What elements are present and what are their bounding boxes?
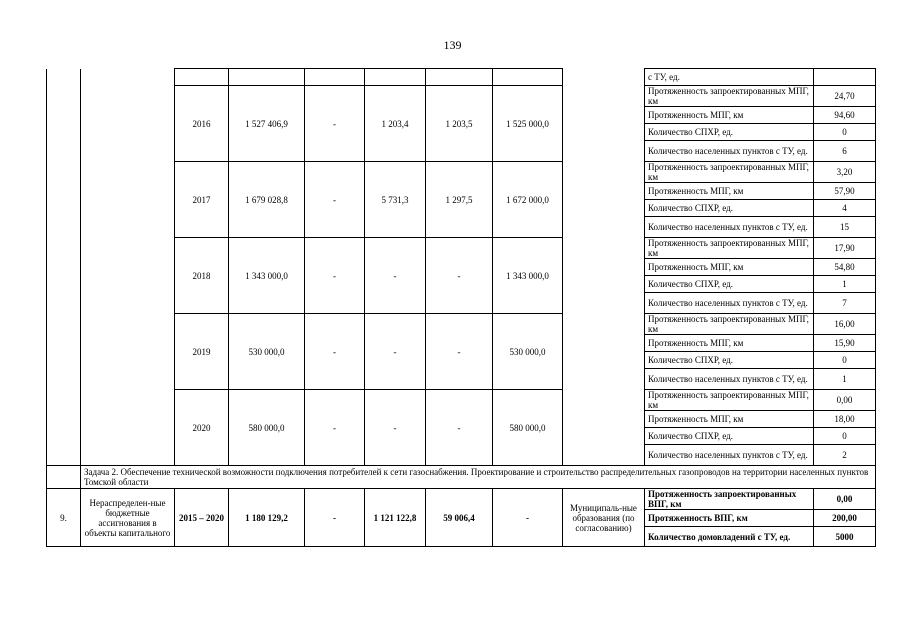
task-2-heading: Задача 2. Обеспечение технической возможности подключения потребителей к сети газоснабжения. Проектирование и строительство распределительных газопроводов на территории населенных пунктов Томской области [81,466,876,489]
indicator-name: Количество населенных пунктов с ТУ, ед. [645,369,814,390]
indicator-value: 16,00 [814,314,876,335]
indicator-value: 15 [814,217,876,238]
indicator-name: Количество СПХР, ед. [645,276,814,293]
indicator-value: 18,00 [814,411,876,428]
indicator-name: Протяженность ВПГ, км [645,510,814,527]
indicator-value: 1 [814,369,876,390]
indicator-name: Протяженность МПГ, км [645,259,814,276]
indicator-value: 54,80 [814,259,876,276]
indicator-value: 24,70 [814,86,876,107]
indicator-value: 0 [814,124,876,141]
indicator-value-empty [814,69,876,86]
local-cell: 1 203,5 [426,86,493,162]
indicator-name: Количество населенных пунктов с ТУ, ед. [645,141,814,162]
total-cell: 1 679 028,8 [229,162,305,238]
total-cell: 580 000,0 [229,390,305,466]
federal-cell: - [305,489,365,547]
local-cell: - [426,390,493,466]
regional-cell: 1 203,4 [365,86,426,162]
indicator-value: 3,20 [814,162,876,183]
local-cell: - [426,238,493,314]
total-cell: 530 000,0 [229,314,305,390]
indicator-name: Протяженность запроектированных МПГ, км [645,162,814,183]
indicator-value: 94,60 [814,107,876,124]
indicator-name: Количество СПХР, ед. [645,124,814,141]
year-cell: 2019 [175,314,229,390]
indicator-value: 0 [814,352,876,369]
year-cell: 2016 [175,86,229,162]
regional-cell: 1 121 122,8 [365,489,426,547]
row-number: 9. [47,489,81,547]
regional-cell: 5 731,3 [365,162,426,238]
measure-name: Нераспределен-ные бюджетные ассигнования в объекты капитального [81,489,175,547]
page-number: 139 [443,38,462,52]
cell-empty [229,69,305,86]
extrabudget-cell: 580 000,0 [493,390,563,466]
indicator-name: Протяженность запроектированных ВПГ, км [645,489,814,510]
indicator-value: 2 [814,445,876,466]
indicator-name: Протяженность МПГ, км [645,107,814,124]
federal-cell: - [305,86,365,162]
number-cell-empty [47,466,81,489]
indicator-value: 5000 [814,527,876,547]
indicator-name: Протяженность запроектированных МПГ, км [645,314,814,335]
cell-empty [305,69,365,86]
indicator-name: Количество СПХР, ед. [645,200,814,217]
indicator-value: 6 [814,141,876,162]
indicator-name: Протяженность запроектированных МПГ, км [645,238,814,259]
federal-cell: - [305,314,365,390]
total-cell: 1 180 129,2 [229,489,305,547]
extrabudget-cell: 1 525 000,0 [493,86,563,162]
indicator-name: Протяженность МПГ, км [645,183,814,200]
task-row [47,466,876,489]
extrabudget-cell: 530 000,0 [493,314,563,390]
indicator-name: Количество СПХР, ед. [645,352,814,369]
indicator-value: 57,90 [814,183,876,200]
indicator-name: Протяженность МПГ, км [645,335,814,352]
indicator-name: Количество населенных пунктов с ТУ, ед. [645,445,814,466]
cell-empty [365,69,426,86]
indicator-value: 0 [814,428,876,445]
cell-empty [175,69,229,86]
indicator-value: 7 [814,293,876,314]
table-row [47,69,876,86]
indicator-value: 4 [814,200,876,217]
indicator-name: Количество населенных пунктов с ТУ, ед. [645,217,814,238]
local-cell: 59 006,4 [426,489,493,547]
total-cell: 1 527 406,9 [229,86,305,162]
indicator-name: Количество СПХР, ед. [645,428,814,445]
local-cell: - [426,314,493,390]
name-cell-empty [81,69,175,466]
executor-cell-empty [563,69,645,466]
indicator-name: Количество населенных пунктов с ТУ, ед. [645,293,814,314]
indicator-name: Протяженность запроектированных МПГ, км [645,390,814,411]
indicator-name: с ТУ, ед. [645,69,814,86]
number-cell-empty [47,69,81,466]
regional-cell: - [365,390,426,466]
table-row [47,489,876,510]
year-cell: 2020 [175,390,229,466]
regional-cell: - [365,314,426,390]
federal-cell: - [305,390,365,466]
indicator-name: Количество домовладений с ТУ, ед. [645,527,814,547]
cell-empty [426,69,493,86]
indicator-name: Протяженность запроектированных МПГ, км [645,86,814,107]
federal-cell: - [305,162,365,238]
indicator-name: Протяженность МПГ, км [645,411,814,428]
indicator-value: 0,00 [814,489,876,510]
indicator-value: 15,90 [814,335,876,352]
indicator-value: 200,00 [814,510,876,527]
executor-cell: Муниципаль-ные образования (по согласованию) [563,489,645,547]
program-table [46,68,876,547]
indicator-value: 0,00 [814,390,876,411]
extrabudget-cell: 1 343 000,0 [493,238,563,314]
table-body [47,69,876,547]
federal-cell: - [305,238,365,314]
indicator-value: 17,90 [814,238,876,259]
indicator-value: 1 [814,276,876,293]
regional-cell: - [365,238,426,314]
extrabudget-cell: - [493,489,563,547]
year-cell: 2018 [175,238,229,314]
extrabudget-cell: 1 672 000,0 [493,162,563,238]
year-cell: 2017 [175,162,229,238]
period-cell: 2015 – 2020 [175,489,229,547]
local-cell: 1 297,5 [426,162,493,238]
total-cell: 1 343 000,0 [229,238,305,314]
cell-empty [493,69,563,86]
